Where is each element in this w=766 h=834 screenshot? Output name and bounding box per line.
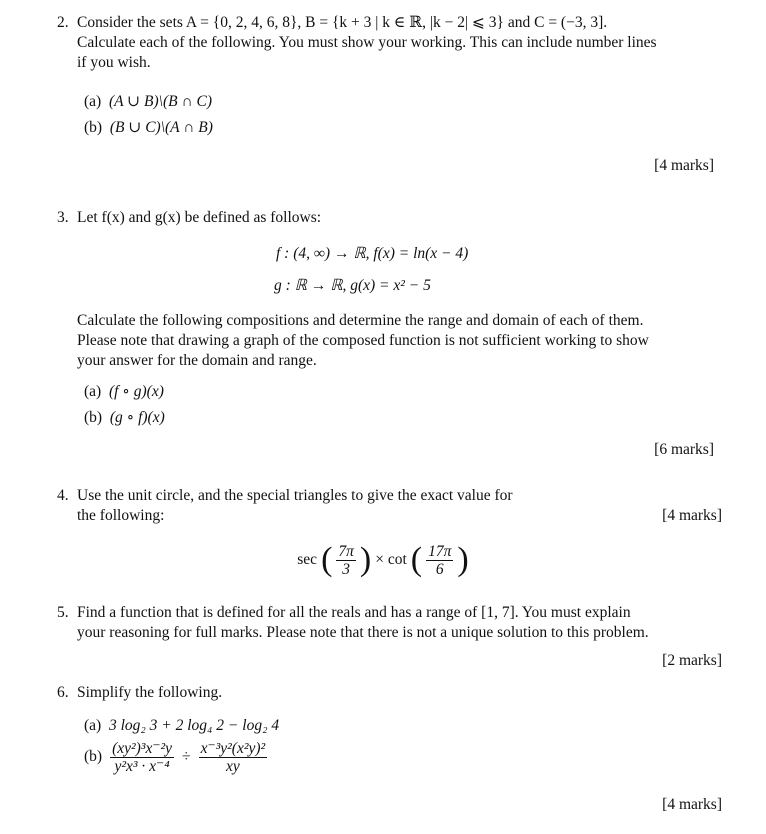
q4-frac1 xyxy=(336,543,356,578)
q2-part-a xyxy=(84,92,212,112)
q6-b-den1: y²x³ · x⁻⁴ xyxy=(114,758,170,776)
q3-para-l1: Calculate the following compositions and determine the range and domain of each of them. xyxy=(77,312,644,329)
q3-marks: [6 marks] xyxy=(654,441,714,458)
q4-expression xyxy=(0,538,766,582)
q6-intro: Simplify the following. xyxy=(77,684,223,701)
q2-marks: [4 marks] xyxy=(654,157,714,174)
q2-b-expr: (B ∪ C)\(A ∩ B) xyxy=(109,119,213,136)
q2-b-label: (b) xyxy=(84,119,103,136)
q2-a-label: (a) xyxy=(84,93,102,110)
q4-paren-open-1: ( xyxy=(321,541,333,578)
q4-frac2 xyxy=(426,543,453,578)
q6-a-expr: 3 log₂ 3 + 2 log₄ 2 − log₂ 4 xyxy=(108,717,280,734)
q6-part-b xyxy=(84,740,267,775)
q4-paren-open-2: ( xyxy=(410,541,423,578)
q6-part-a xyxy=(84,716,279,736)
q6-b-den2: xy xyxy=(225,758,240,776)
q3-def-f-text: f : (4, ∞) → ℝ, f(x) = ln(x − 4) xyxy=(276,245,469,262)
q3-b-expr: (g ∘ f)(x) xyxy=(109,409,165,426)
q6-b-label: (b) xyxy=(84,748,103,766)
q4-line1: Use the unit circle, and the special triangles to give the exact value for xyxy=(77,487,513,504)
q2-a-expr: (A ∪ B)\(B ∩ C) xyxy=(108,93,213,110)
q6-a-label: (a) xyxy=(84,717,102,734)
q5-number: 5. xyxy=(57,604,69,621)
q2-line3: if you wish. xyxy=(77,54,151,71)
q4-frac2-den: 6 xyxy=(435,560,444,578)
q4-times-cot: × cot xyxy=(375,551,407,569)
q2-part-b xyxy=(84,118,213,138)
q3-def-f xyxy=(276,244,468,264)
q6-number: 6. xyxy=(57,684,69,701)
q4-line2: the following: xyxy=(77,507,165,524)
q5-line1: Find a function that is defined for all the reals and has a range of [1, 7]. You must explain xyxy=(77,604,631,621)
q6-marks: [4 marks] xyxy=(662,796,722,813)
q6-b-frac1 xyxy=(110,740,174,775)
q4-number: 4. xyxy=(57,487,69,504)
q6-b-div: ÷ xyxy=(182,748,191,766)
q4-paren-close-1: ) xyxy=(359,541,372,578)
q3-def-g xyxy=(274,276,431,296)
q3-b-label: (b) xyxy=(84,409,103,426)
q3-part-b xyxy=(84,408,165,428)
q3-para-l2: Please note that drawing a graph of the composed function is not sufficient working to show xyxy=(77,332,649,349)
q2-line2: Calculate each of the following. You must show your working. This can include number lines xyxy=(77,34,657,51)
q4-frac1-den: 3 xyxy=(342,560,351,578)
q4-frac1-num: 7π xyxy=(338,542,354,560)
q2-number: 2. xyxy=(57,14,69,31)
q4-marks: [4 marks] xyxy=(662,507,722,524)
q3-number: 3. xyxy=(57,209,69,226)
q3-def-g-text: g : ℝ → ℝ, g(x) = x² − 5 xyxy=(274,277,431,294)
q3-a-expr: (f ∘ g)(x) xyxy=(108,383,164,400)
q6-b-num2: x⁻³y²(x²y)² xyxy=(200,740,266,757)
q6-b-num1: (xy²)³x⁻²y xyxy=(112,740,173,757)
q3-para-l3: your answer for the domain and range. xyxy=(77,352,317,369)
q6-b-frac2 xyxy=(199,740,268,775)
q4-frac2-num: 17π xyxy=(428,542,452,560)
q4-paren-close-2: ) xyxy=(457,541,469,578)
q5-line2: your reasoning for full marks. Please note that there is not a unique solution to this problem. xyxy=(77,624,649,641)
q3-intro: Let f(x) and g(x) be defined as follows: xyxy=(77,209,322,226)
q5-marks: [2 marks] xyxy=(662,652,722,669)
q3-a-label: (a) xyxy=(84,383,102,400)
q3-part-a xyxy=(84,382,164,402)
q2-line1: Consider the sets A = {0, 2, 4, 6, 8}, B = {k + 3 | k ∈ ℝ, |k − 2| ⩽ 3} and C = (−3, 3]. xyxy=(77,14,608,31)
q4-sec: sec xyxy=(297,551,318,569)
